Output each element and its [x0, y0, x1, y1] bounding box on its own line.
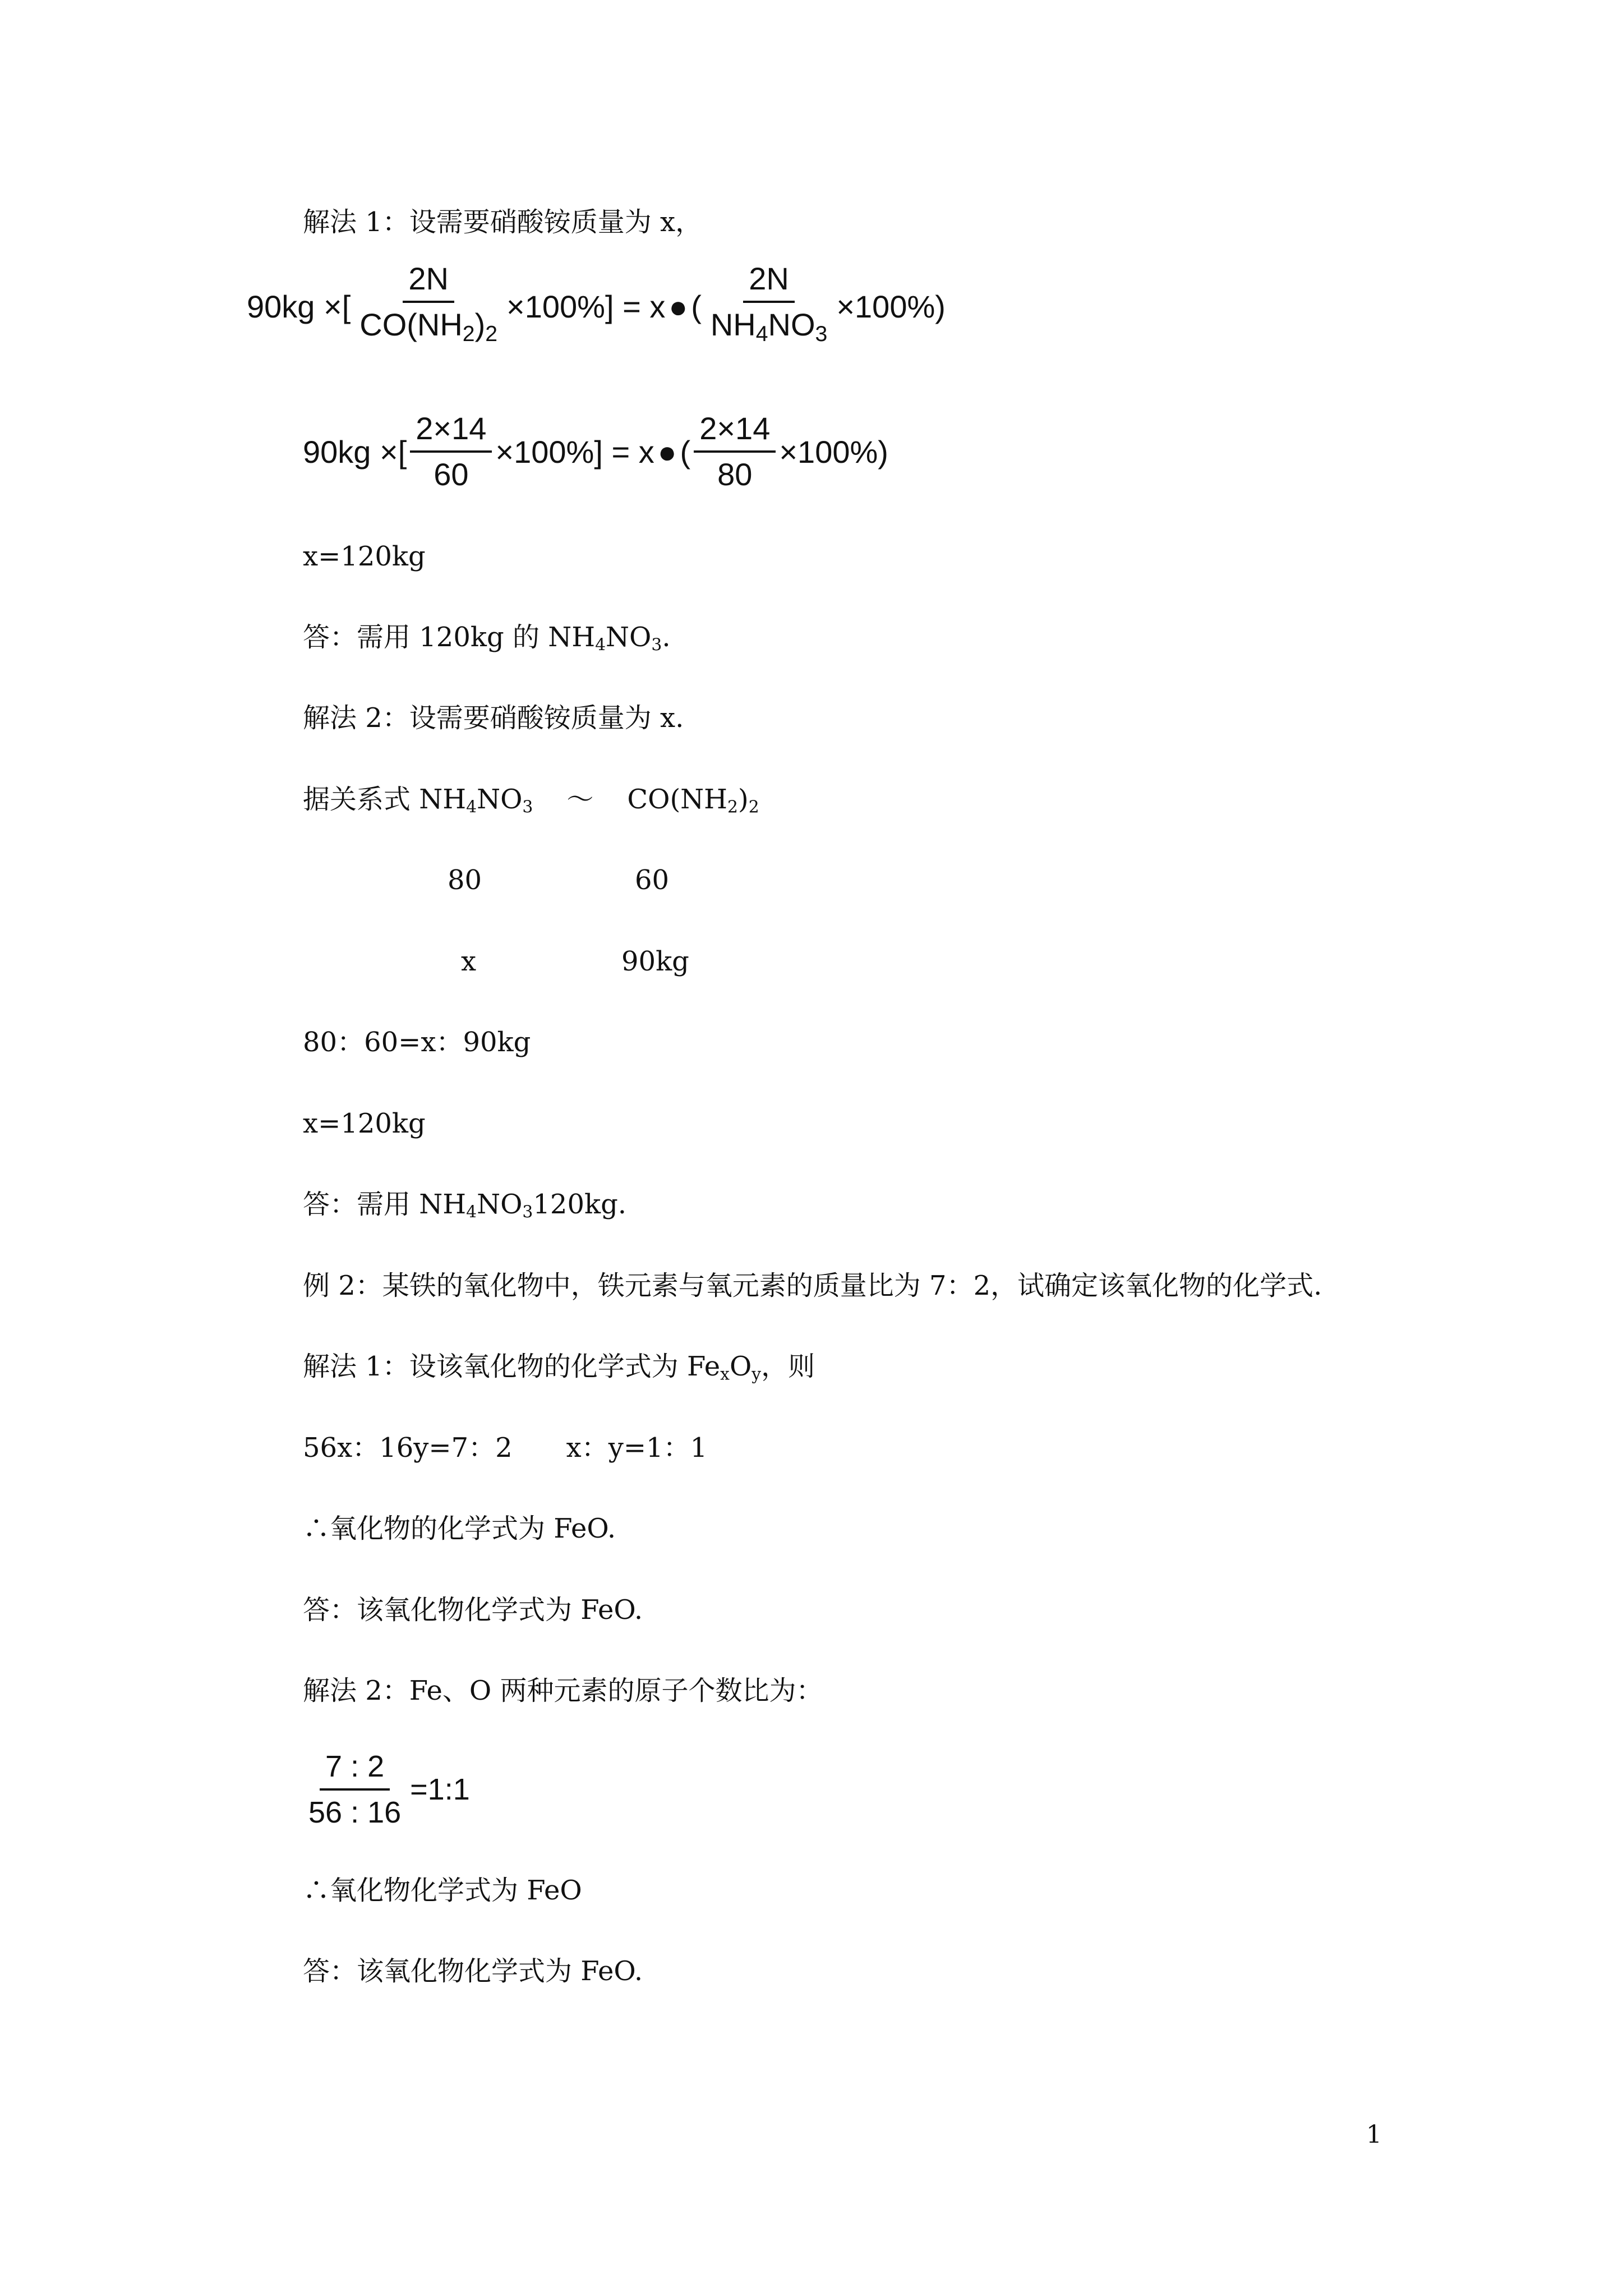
ex2-answer-2: 答：该氧化物化学式为 FeO. — [303, 1955, 643, 1987]
ans1-sub3: 3 — [651, 635, 662, 655]
ans1-pre: 答：需用 120kg 的 NH — [303, 622, 596, 653]
ex2-solution2-heading: 解法 2：Fe、O 两种元素的原子个数比为： — [303, 1675, 823, 1706]
eq3-denominator: 56 : 16 — [308, 1796, 402, 1829]
s1-o: O — [729, 1351, 752, 1382]
ans1-end: . — [662, 622, 671, 653]
rel-tilde: ～ — [566, 784, 594, 815]
eq1-left: 90kg ×[ — [247, 288, 351, 324]
eq1-frac2-numerator: 2N — [743, 257, 795, 303]
eq1-frac2-den-sub2: 3 — [815, 321, 828, 346]
eq2-fraction-1 — [410, 407, 492, 496]
ex2-conclusion-2: ∴氧化物化学式为 FeO — [303, 1875, 582, 1906]
rel-sub2b: 2 — [748, 797, 759, 817]
eq1-frac2-denominator — [705, 303, 833, 356]
rel-sub2a: 2 — [727, 797, 738, 817]
eq1-frac1-den-b: ) — [474, 307, 486, 342]
answer-line-2 — [303, 1188, 626, 1229]
result-line-2: x=120kg — [303, 1108, 426, 1139]
relation-value-80: 80 — [448, 864, 482, 896]
eq1-multiply-dot: ● — [668, 288, 688, 324]
ans1-sub4: 4 — [595, 635, 606, 655]
eq1-fraction-1 — [354, 257, 503, 356]
rel-no: NO — [477, 784, 523, 815]
eq1-frac1-den-sub2: 2 — [485, 321, 498, 346]
eq1-frac2-den-a: NH — [710, 307, 756, 342]
ex2-solution1-heading — [303, 1350, 815, 1391]
s1-end: ，则 — [761, 1351, 815, 1382]
rel-co: CO(NH — [627, 784, 728, 815]
relation-value-x: x — [461, 946, 477, 977]
eq2-left: 90kg ×[ — [303, 434, 407, 470]
s1-sub-x: x — [720, 1364, 730, 1384]
eq1-frac2-den-b: NO — [768, 307, 815, 342]
ans2-sub3: 3 — [522, 1202, 533, 1222]
eq2-frac1-numerator: 2×14 — [410, 407, 492, 453]
eq1-fraction-2 — [705, 257, 833, 356]
ex2-answer-1: 答：该氧化物化学式为 FeO. — [303, 1594, 643, 1626]
eq3-right: =1:1 — [410, 1773, 470, 1806]
eq2-frac2-denominator: 80 — [717, 457, 753, 492]
eq2-mid: ×100%] = x — [495, 434, 654, 470]
relation-line — [303, 783, 759, 824]
eq3-fraction — [303, 1745, 407, 1834]
relation-value-90kg: 90kg — [621, 946, 689, 977]
eq2-multiply-dot: ● — [657, 434, 677, 470]
result-line-1: x=120kg — [303, 541, 426, 572]
eq2-frac1-denominator: 60 — [434, 457, 469, 492]
solution2-heading: 解法 2：设需要硝酸铵质量为 x. — [303, 702, 684, 734]
equation-1 — [247, 257, 946, 356]
eq1-frac2-den-sub: 4 — [755, 321, 768, 346]
eq1-frac1-den-sub: 2 — [462, 321, 475, 346]
rel-pre: 据关系式 NH — [303, 784, 467, 815]
solution1-heading: 解法 1：设需要硝酸铵质量为 x， — [303, 206, 703, 238]
ans2-sub4: 4 — [466, 1202, 477, 1222]
eq2-fraction-2 — [694, 407, 776, 496]
ex2-equation-line: 56x：16y=7：2 x：y=1：1 — [303, 1432, 708, 1464]
relation-value-60: 60 — [635, 864, 670, 896]
eq3-numerator: 7 : 2 — [320, 1745, 390, 1791]
eq2-frac2-numerator: 2×14 — [694, 407, 776, 453]
eq1-mid: ×100%] = x — [506, 288, 666, 324]
eq1-right: ×100%) — [836, 288, 946, 324]
eq1-open: ( — [691, 288, 702, 324]
rel-sub4: 4 — [466, 797, 477, 817]
page-number: 1 — [1366, 2120, 1382, 2149]
eq2-open: ( — [680, 434, 691, 470]
equation-2 — [303, 407, 888, 496]
ex2-conclusion-1: ∴氧化物的化学式为 FeO. — [303, 1513, 616, 1544]
equation-3 — [303, 1745, 470, 1834]
rel-sub3: 3 — [522, 797, 533, 817]
eq1-frac1-denominator — [354, 303, 503, 356]
ratio-line: 80：60=x：90kg — [303, 1027, 531, 1058]
ans2-no: NO — [477, 1189, 523, 1220]
rel-close: ) — [737, 784, 749, 815]
ans2-end: 120kg. — [533, 1189, 627, 1220]
ans1-no: NO — [606, 622, 652, 653]
answer-line-1 — [303, 620, 671, 662]
ans2-pre: 答：需用 NH — [303, 1189, 467, 1220]
s1-sub-y: y — [751, 1364, 762, 1384]
eq1-frac1-numerator: 2N — [403, 257, 454, 303]
example-2-question: 例 2：某铁的氧化物中，铁元素与氧元素的质量比为 7：2，试确定该氧化物的化学式. — [303, 1270, 1322, 1301]
eq1-frac1-den-a: CO(NH — [359, 307, 463, 342]
s1-pre: 解法 1：设该氧化物的化学式为 Fe — [303, 1351, 721, 1382]
eq2-right: ×100%) — [779, 434, 888, 470]
